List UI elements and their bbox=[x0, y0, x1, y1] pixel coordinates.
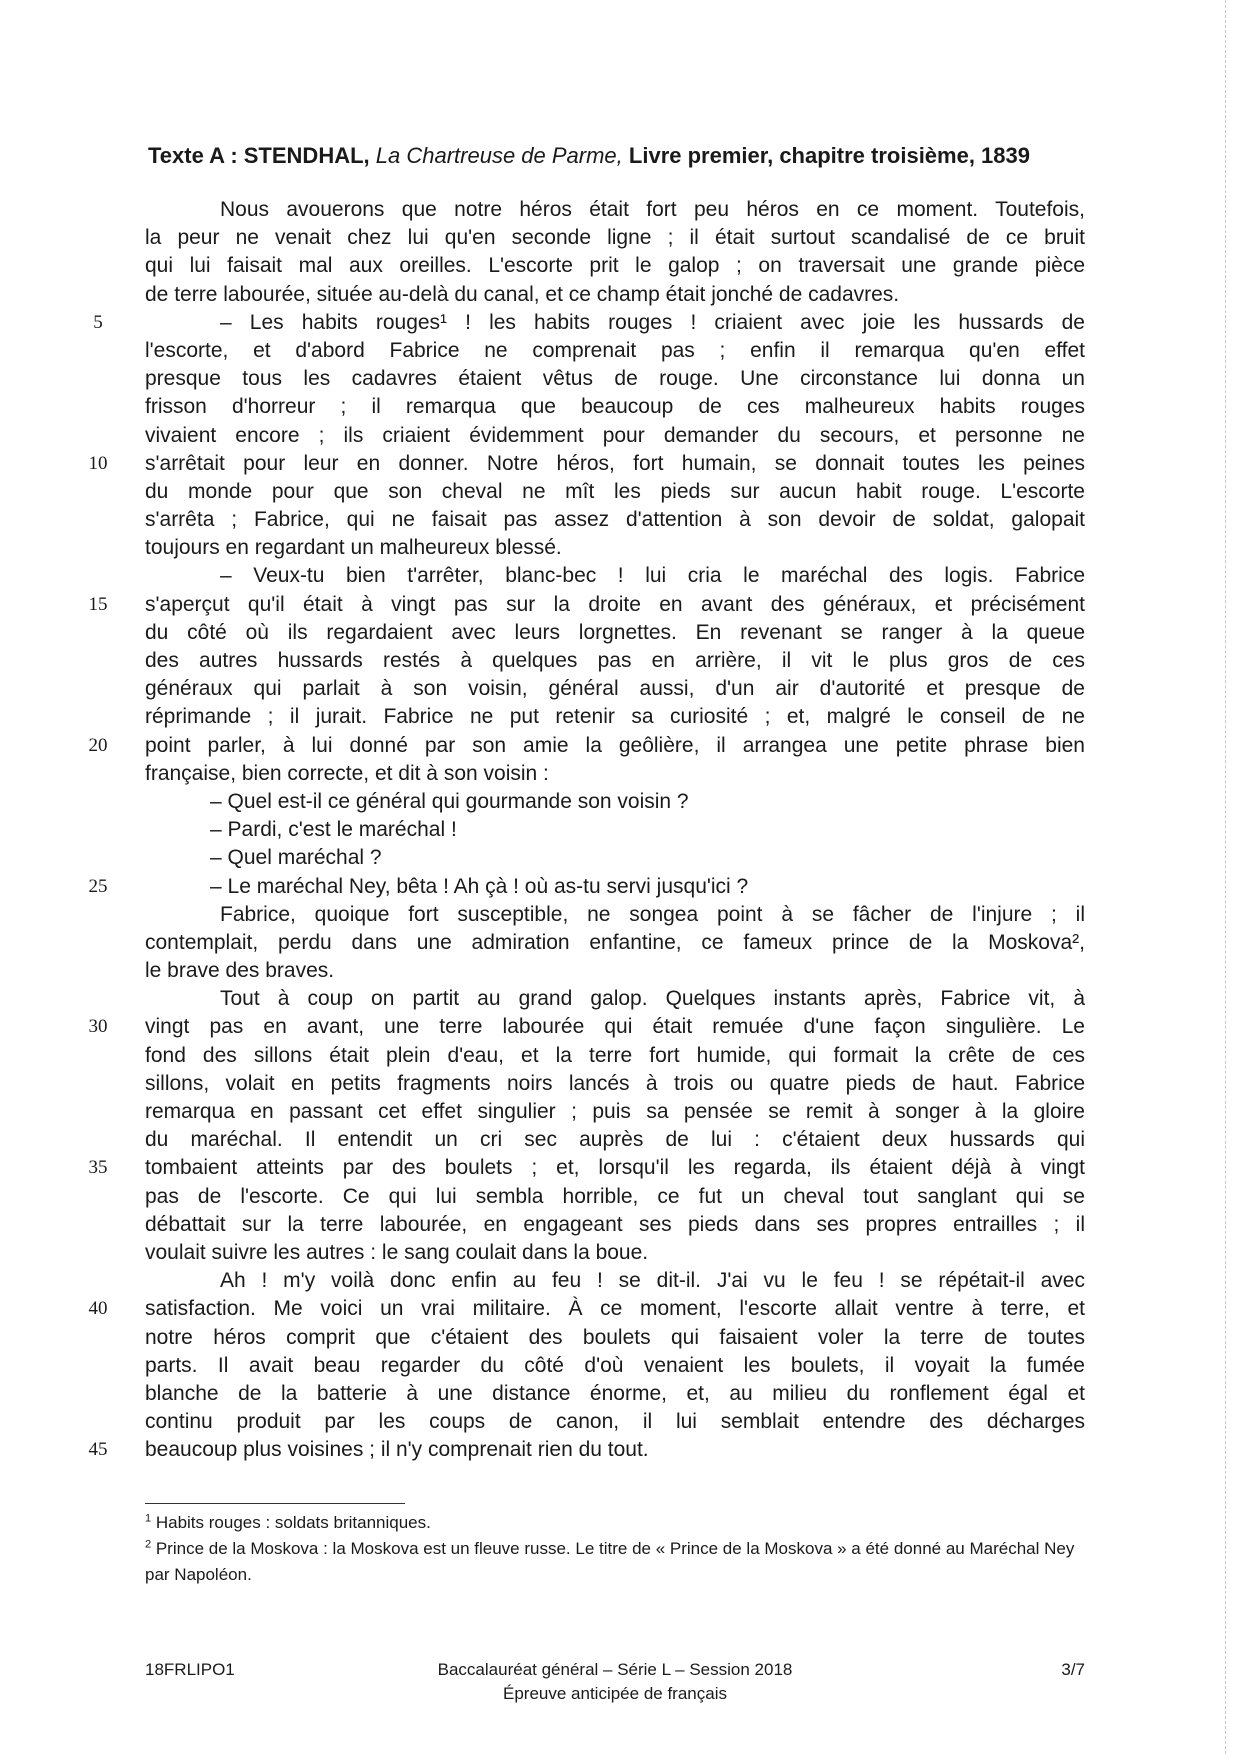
line-text: française, bien correcte, et dit à son voisin : bbox=[145, 761, 549, 785]
exam-title-line-1: Baccalauréat général – Série L – Session 2018 bbox=[437, 1660, 793, 1679]
text-line bbox=[145, 816, 1085, 844]
text-line bbox=[145, 985, 1085, 1013]
page-number: 3/7 bbox=[1061, 1660, 1085, 1679]
footnotes bbox=[145, 1510, 1085, 1588]
heading-work-title: La Chartreuse de Parme, bbox=[375, 143, 623, 168]
line-text: pas de l'escorte. Ce qui lui sembla horrible, ce fut un cheval tout sanglant qui se bbox=[145, 1184, 1085, 1208]
line-text: des autres hussards restés à quelques pas en arrière, il vit le plus gros de ces bbox=[145, 649, 1085, 672]
text-line bbox=[145, 196, 1085, 224]
line-text: vivaient encore ; ils criaient évidemment pour demander du secours, et personne ne bbox=[145, 423, 1085, 447]
line-text: voulait suivre les autres : le sang coulait dans la boue. bbox=[145, 1240, 649, 1264]
line-number: 20 bbox=[88, 734, 108, 756]
line-number: 35 bbox=[88, 1157, 108, 1179]
text-line bbox=[145, 703, 1085, 731]
text-line bbox=[88, 1436, 1085, 1464]
line-number: 45 bbox=[88, 1439, 108, 1461]
line-text: de terre labourée, située au-delà du canal, et ce champ était jonché de cadavres. bbox=[145, 282, 900, 306]
line-text: fond des sillons était plein d'eau, et la terre fort humide, qui formait la crête de ces bbox=[145, 1043, 1085, 1067]
text-line bbox=[145, 534, 1085, 562]
text-line bbox=[145, 1183, 1085, 1211]
line-number: 25 bbox=[88, 875, 108, 897]
line-text: frisson d'horreur ; il remarqua que beaucoup de ces malheureux habits rouges bbox=[145, 395, 1085, 419]
line-text: réprimande ; il jurait. Fabrice ne put retenir sa curiosité ; et, malgré le conseil de ne bbox=[145, 705, 1085, 729]
footnote-1 bbox=[145, 1510, 1085, 1536]
exam-title bbox=[145, 1658, 1085, 1706]
text-line bbox=[145, 1267, 1085, 1295]
text-line bbox=[145, 1042, 1085, 1070]
line-text: – Les habits rouges¹ ! les habits rouges ! criaient avec joie les hussards de bbox=[220, 310, 1085, 334]
line-text: débattait sur la terre labourée, en engageant ses pieds dans ses propres entrailles ; il bbox=[145, 1212, 1085, 1236]
line-text: du côté où ils regardaient avec leurs lorgnettes. En revenant se ranger à la queue bbox=[145, 620, 1085, 644]
line-text: Fabrice, quoique fort susceptible, ne songea point à se fâcher de l'injure ; il bbox=[220, 902, 1085, 926]
line-text: s'aperçut qu'il était à vingt pas sur la droite en avant des généraux, et précisément bbox=[145, 592, 1085, 616]
text-line bbox=[145, 1126, 1085, 1154]
text-line bbox=[145, 1408, 1085, 1436]
footnote-2 bbox=[145, 1536, 1085, 1588]
heading-prefix: Texte A : STENDHAL, bbox=[148, 143, 376, 168]
line-text: remarqua en passant cet effet singulier ; puis sa pensée se remit à songer à la gloire bbox=[145, 1100, 1085, 1123]
text-line bbox=[145, 365, 1085, 393]
line-text: sillons, volait en petits fragments noirs lancés à trois ou quatre pieds de haut. Fabrice bbox=[145, 1071, 1085, 1095]
text-line bbox=[145, 252, 1085, 280]
line-text: du monde pour que son cheval ne mît les pieds sur aucun habit rouge. L'escorte bbox=[145, 479, 1085, 503]
text-line bbox=[145, 422, 1085, 450]
text-line bbox=[145, 1324, 1085, 1352]
line-text: – Quel maréchal ? bbox=[210, 846, 382, 870]
line-text: l'escorte, et d'abord Fabrice ne comprenait pas ; enfin il remarqua qu'en effet bbox=[145, 338, 1085, 362]
text-line bbox=[145, 562, 1085, 590]
footnote-mark: 1 bbox=[145, 1512, 152, 1525]
scan-edge-divider bbox=[1225, 0, 1240, 1754]
text-line bbox=[145, 281, 1085, 309]
text-line bbox=[145, 675, 1085, 703]
footnote-text: Prince de la Moskova : la Moskova est un fleuve russe. Le titre de « Prince de la Moskova » a été donné au Maréchal Ney par Napoléon. bbox=[145, 1539, 1075, 1584]
text-line bbox=[88, 873, 1085, 901]
line-text: toujours en regardant un malheureux blessé. bbox=[145, 536, 562, 560]
line-text: – Veux-tu bien t'arrêter, blanc-bec ! lui cria le maréchal des logis. Fabrice bbox=[220, 564, 1085, 588]
text-line bbox=[145, 478, 1085, 506]
line-text: qui lui faisait mal aux oreilles. L'escorte prit le galop ; on traversait une grande pièce bbox=[145, 254, 1085, 278]
text-line bbox=[88, 1295, 1085, 1323]
line-text: presque tous les cadavres étaient vêtus de rouge. Une circonstance lui donna un bbox=[145, 367, 1085, 391]
footnote-separator bbox=[145, 1503, 405, 1504]
text-line bbox=[88, 450, 1085, 478]
line-number: 5 bbox=[93, 311, 103, 333]
text-line bbox=[145, 929, 1085, 957]
text-line bbox=[145, 337, 1085, 365]
line-text: satisfaction. Me voici un vrai militaire. À ce moment, l'escorte allait ventre à terre, et bbox=[145, 1297, 1085, 1321]
text-heading bbox=[148, 140, 1086, 171]
text-line bbox=[145, 1098, 1085, 1126]
line-text: notre héros comprit que c'étaient des boulets qui faisaient voler la terre de toutes bbox=[145, 1325, 1085, 1349]
line-text: Nous avouerons que notre héros était fort peu héros en ce moment. Toutefois, bbox=[220, 198, 1085, 221]
exam-title-line-2: Épreuve anticipée de français bbox=[503, 1684, 727, 1703]
text-line bbox=[88, 591, 1085, 619]
line-text: beaucoup plus voisines ; il n'y comprenait rien du tout. bbox=[145, 1438, 649, 1462]
line-number: 40 bbox=[88, 1298, 108, 1320]
line-text: blanche de la batterie à une distance énorme, et, au milieu du ronflement égal et bbox=[145, 1381, 1085, 1405]
text-line bbox=[145, 506, 1085, 534]
text-line bbox=[145, 619, 1085, 647]
footnote-text: Habits rouges : soldats britanniques. bbox=[151, 1513, 431, 1532]
text-line bbox=[145, 1070, 1085, 1098]
text-line bbox=[145, 393, 1085, 421]
line-number: 10 bbox=[88, 452, 108, 474]
text-line bbox=[88, 1154, 1085, 1182]
line-text: continu produit par les coups de canon, il lui semblait entendre des décharges bbox=[145, 1410, 1085, 1434]
line-text: Ah ! m'y voilà donc enfin au feu ! se dit-il. J'ai vu le feu ! se répétait-il avec bbox=[220, 1269, 1085, 1293]
line-number: 30 bbox=[88, 1016, 108, 1038]
line-text: – Le maréchal Ney, bêta ! Ah çà ! où as-tu servi jusqu'ici ? bbox=[210, 874, 749, 898]
text-line bbox=[145, 1352, 1085, 1380]
text-line bbox=[145, 901, 1085, 929]
text-line bbox=[145, 1380, 1085, 1408]
footnote-mark: 2 bbox=[145, 1538, 152, 1551]
line-text: tombaient atteints par des boulets ; et, lorsqu'il les regarda, ils étaient déjà à vingt bbox=[145, 1156, 1085, 1180]
extract-body bbox=[88, 196, 1085, 1464]
subject-code: 18FRLIPO1 bbox=[145, 1660, 235, 1679]
line-text: Tout à coup on partit au grand galop. Quelques instants après, Fabrice vit, à bbox=[220, 987, 1085, 1011]
line-text: la peur ne venait chez lui qu'en seconde ligne ; il était surtout scandalisé de ce bruit bbox=[145, 226, 1085, 250]
line-text: s'arrêta ; Fabrice, qui ne faisait pas assez d'attention à son devoir de soldat, galopait bbox=[145, 508, 1085, 532]
line-text: point parler, à lui donné par son amie la geôlière, il arrangea une petite phrase bien bbox=[145, 733, 1085, 757]
text-line bbox=[88, 732, 1085, 760]
text-line bbox=[145, 224, 1085, 252]
line-text: – Quel est-il ce général qui gourmande son voisin ? bbox=[210, 789, 689, 813]
line-number: 15 bbox=[88, 593, 108, 615]
line-text: généraux qui parlait à son voisin, général aussi, d'un air d'autorité et presque de bbox=[145, 677, 1085, 701]
text-line bbox=[145, 957, 1085, 985]
text-line bbox=[93, 309, 1085, 337]
line-text: – Pardi, c'est le maréchal ! bbox=[210, 818, 457, 842]
text-line bbox=[145, 844, 1085, 872]
line-text: parts. Il avait beau regarder du côté d'où venaient les boulets, il voyait la fumée bbox=[145, 1353, 1085, 1377]
line-text: vingt pas en avant, une terre labourée qui était remuée d'une façon singulière. Le bbox=[145, 1015, 1085, 1039]
heading-rest: Livre premier, chapitre troisième, 1839 bbox=[622, 143, 1031, 168]
text-line bbox=[145, 1239, 1085, 1267]
line-text: contemplait, perdu dans une admiration enfantine, ce fameux prince de la Moskova², bbox=[145, 930, 1085, 954]
line-text: du maréchal. Il entendit un cri sec auprès de lui : c'étaient deux hussards qui bbox=[145, 1128, 1085, 1152]
text-line bbox=[145, 1211, 1085, 1239]
page-footer bbox=[145, 1658, 1085, 1718]
line-text: s'arrêtait pour leur en donner. Notre héros, fort humain, se donnait toutes les peines bbox=[145, 451, 1085, 475]
text-line bbox=[145, 788, 1085, 816]
text-line bbox=[88, 1013, 1085, 1041]
text-line bbox=[145, 760, 1085, 788]
text-line bbox=[145, 647, 1085, 675]
line-text: le brave des braves. bbox=[145, 959, 335, 983]
